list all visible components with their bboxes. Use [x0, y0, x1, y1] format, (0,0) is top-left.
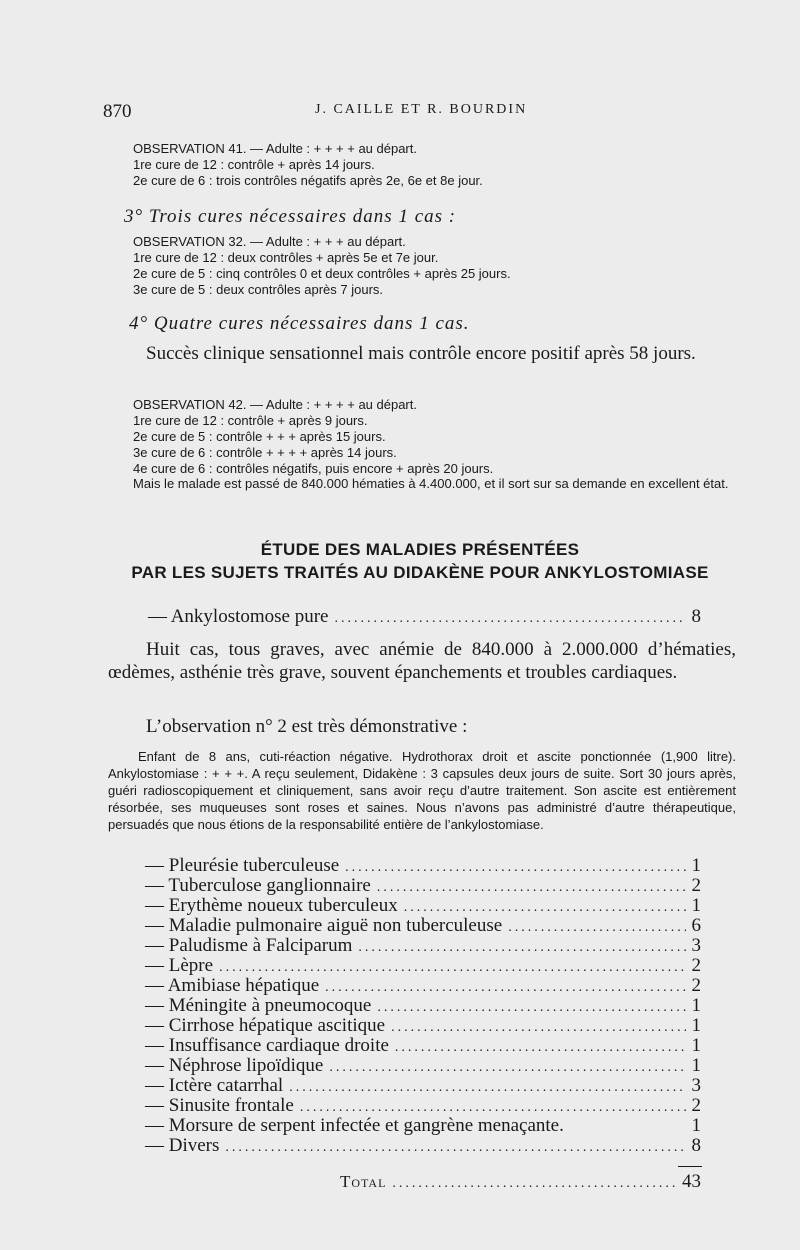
- leader-dots: [335, 609, 686, 629]
- disease-count: 1: [691, 895, 701, 916]
- disease-label: — Insuffisance cardiaque droite: [145, 1035, 389, 1056]
- disease-row: [145, 1056, 701, 1076]
- obs32-line: 1re cure de 12 : deux contrôles + après 5e et 7e jour.: [133, 250, 439, 265]
- disease-label: — Divers: [145, 1135, 220, 1156]
- disease-label: — Amibiase hépatique: [145, 975, 320, 996]
- disease-row: [145, 1116, 701, 1136]
- disease-count: 1: [691, 1055, 701, 1076]
- obs42-title: OBSERVATION 42. — Adulte : + + + + au départ.: [133, 397, 417, 412]
- page-number: 870: [103, 101, 132, 122]
- running-title: J. CAILLE ET R. BOURDIN: [315, 102, 528, 117]
- leader-dots: [395, 1038, 686, 1058]
- disease-count: 1: [691, 1015, 701, 1036]
- disease-row: [145, 876, 701, 896]
- obs42-closing: Mais le malade est passé de 840.000 hématies à 4.400.000, et il sort sur sa demande en excellent état.: [133, 476, 729, 491]
- section4-heading: 4° Quatre cures nécessaires dans 1 cas.: [129, 313, 470, 334]
- obs32-line: 2e cure de 5 : cinq contrôles 0 et deux contrôles + après 25 jours.: [133, 266, 511, 281]
- disease-row: [145, 1096, 701, 1116]
- study-paragraph-2: L’observation n° 2 est très démonstrative :: [146, 716, 468, 737]
- obs32-line: 3e cure de 5 : deux contrôles après 7 jours.: [133, 282, 384, 297]
- study-heading-line2: PAR LES SUJETS TRAITÉS AU DIDAKÈNE POUR ANKYLOSTOMIASE: [131, 563, 709, 582]
- total-label: Total: [340, 1172, 387, 1191]
- row-count: 8: [691, 606, 701, 627]
- disease-count: 8: [691, 1135, 701, 1156]
- disease-row: [145, 976, 701, 996]
- disease-count: 2: [691, 955, 701, 976]
- total-rule: [678, 1166, 702, 1167]
- obs42-line: 4e cure de 6 : contrôles négatifs, puis encore + après 20 jours.: [133, 461, 494, 476]
- disease-row: [145, 1136, 701, 1156]
- obs42-line: 3e cure de 6 : contrôle + + + + après 14 jours.: [133, 445, 397, 460]
- disease-label: — Paludisme à Falciparum: [145, 935, 353, 956]
- leader-dots: [377, 878, 686, 898]
- disease-row: [145, 1076, 701, 1096]
- disease-label: — Erythème noueux tuberculeux: [145, 895, 398, 916]
- section3-heading: 3° Trois cures nécessaires dans 1 cas :: [124, 206, 457, 227]
- leader-dots: [345, 858, 685, 878]
- study-paragraph-1: Huit cas, tous graves, avec anémie de 840.000 à 2.000.000 d’hématies, œdèmes, asthénie très grave, souvent épanchements et troubles cardiaques.: [108, 639, 736, 683]
- disease-label: — Méningite à pneumocoque: [145, 995, 372, 1016]
- obs42-line: 2e cure de 5 : contrôle + + + après 15 jours.: [133, 429, 386, 444]
- disease-count: 1: [691, 855, 701, 876]
- disease-count: 2: [691, 875, 701, 896]
- disease-label: — Tuberculose ganglionnaire: [145, 875, 371, 896]
- leader-dots: [358, 938, 685, 958]
- obs41-line: 2e cure de 6 : trois contrôles négatifs après 2e, 6e et 8e jour.: [133, 173, 483, 188]
- disease-row: [145, 916, 701, 936]
- obs32-title: OBSERVATION 32. — Adulte : + + + au départ.: [133, 234, 406, 249]
- disease-label: — Ictère catarrhal: [145, 1075, 284, 1096]
- total-value: 43: [682, 1171, 701, 1192]
- disease-row: [145, 856, 701, 876]
- leader-dots: [391, 1018, 685, 1038]
- leader-dots: [377, 998, 685, 1018]
- disease-count: 2: [691, 1095, 701, 1116]
- obs42-line: 1re cure de 12 : contrôle + après 9 jours.: [133, 413, 368, 428]
- section4-paragraph: Succès clinique sensationnel mais contrôle encore positif après 58 jours.: [146, 343, 696, 364]
- leader-dots: [325, 978, 685, 998]
- disease-label: — Sinusite frontale: [145, 1095, 294, 1116]
- disease-row: [145, 956, 701, 976]
- disease-count: 1: [691, 995, 701, 1016]
- obs41-title: OBSERVATION 41. — Adulte : + + + + au départ.: [133, 141, 417, 156]
- disease-label: — Pleurésie tuberculeuse: [145, 855, 340, 876]
- disease-row: [145, 896, 701, 916]
- disease-count: 1: [691, 1035, 701, 1056]
- disease-count: 2: [691, 975, 701, 996]
- disease-row: [145, 1016, 701, 1036]
- disease-count: 1: [691, 1115, 701, 1136]
- disease-label: — Cirrhose hépatique ascitique: [145, 1015, 386, 1036]
- disease-row: [145, 1036, 701, 1056]
- obs41-line: 1re cure de 12 : contrôle + après 14 jours.: [133, 157, 375, 172]
- leader-dots: [225, 1138, 685, 1158]
- disease-label: — Morsure de serpent infectée et gangrène menaçante.: [145, 1115, 564, 1136]
- disease-label: — Néphrose lipoïdique: [145, 1055, 324, 1076]
- leader-dots: [289, 1078, 685, 1098]
- leader-dots: [508, 918, 685, 938]
- study-heading-line1: ÉTUDE DES MALADIES PRÉSENTÉES: [260, 540, 580, 559]
- total-row: [340, 1172, 701, 1192]
- disease-row: [145, 996, 701, 1016]
- pure-ankylostomose-row: [148, 607, 701, 627]
- leader-dots: [392, 1174, 676, 1194]
- case-observation-2: Enfant de 8 ans, cuti-réaction négative. Hydrothorax droit et ascite ponctionnée (1,900 litre). Ankylostomiase : + + +. A reçu seulement, Didakène : 3 capsules deux jours de suite. Sort 30 jours après, guéri radioscopiquement et cliniquement, sans avoir reçu d’autre traitement. Son ascite est entièrement résorbée, ses muqueuses sont roses et saines. Nous n’avons pas administré d’autre thérapeutique, persuadés que nous étions de la responsabilité entière de l’ankylostomiase.: [108, 749, 736, 832]
- row-label: — Ankylostomose pure: [148, 606, 329, 627]
- disease-count: 3: [691, 935, 701, 956]
- disease-row: [145, 936, 701, 956]
- disease-count: 3: [691, 1075, 701, 1096]
- disease-label: — Maladie pulmonaire aiguë non tuberculeuse: [145, 915, 503, 936]
- disease-label: — Lèpre: [145, 955, 214, 976]
- leader-dots: [329, 1058, 685, 1078]
- disease-count: 6: [691, 915, 701, 936]
